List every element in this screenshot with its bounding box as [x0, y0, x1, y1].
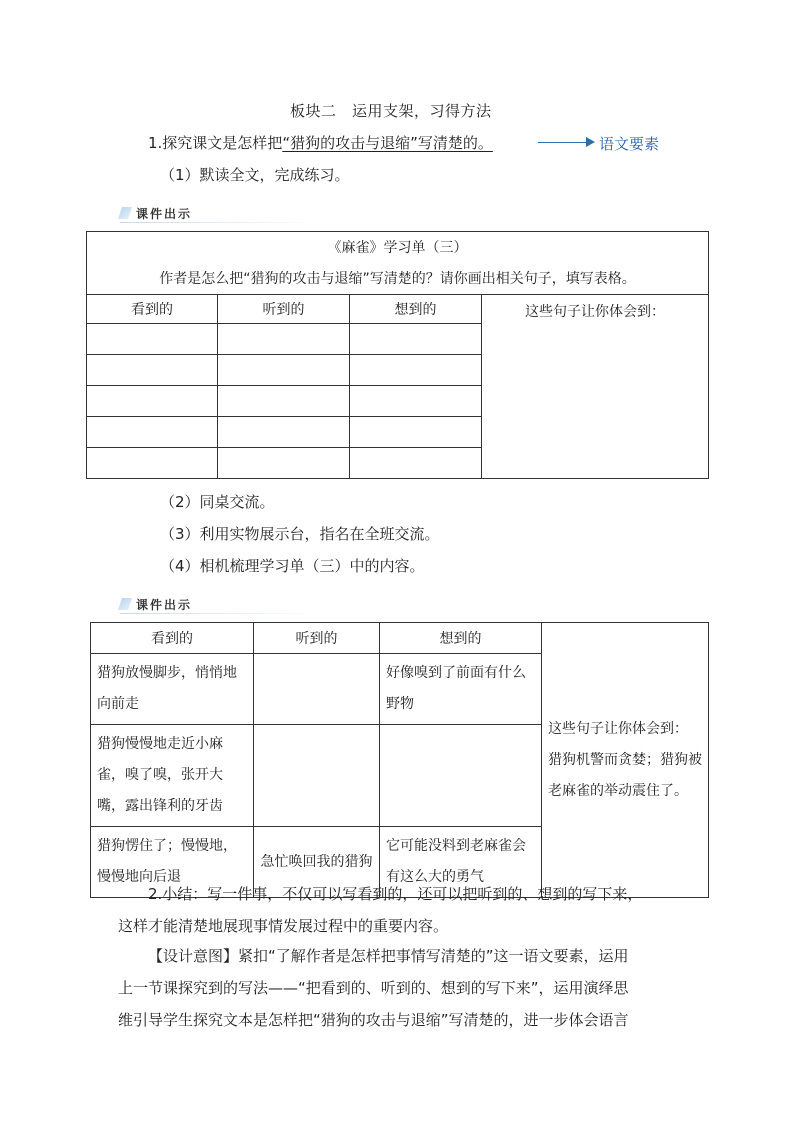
arrow-right-icon: [586, 137, 595, 147]
blank-cell[interactable]: [87, 448, 218, 479]
step-1: （1）默读全文，完成练习。: [160, 166, 350, 184]
arrow-line: [538, 142, 588, 143]
blank-cell[interactable]: [350, 417, 482, 448]
blank-cell[interactable]: [350, 448, 482, 479]
header-seen: 看到的: [91, 623, 254, 654]
heard-cell: 急忙唤回我的猎狗: [254, 827, 380, 898]
step-4: （4）相机梳理学习单（三）中的内容。: [160, 557, 425, 575]
header-thought: 想到的: [350, 295, 482, 324]
blank-cell[interactable]: [350, 355, 482, 386]
summary-line-2: 这样才能清楚地展现事情发展过程中的重要内容。: [118, 917, 449, 935]
step-2: （2）同桌交流。: [160, 493, 275, 511]
thought-cell: [380, 725, 542, 827]
design-line-1: 【设计意图】紧扣“了解作者是怎样把事情写清楚的”这一语文要素，运用: [148, 947, 629, 965]
worksheet-table: [86, 231, 709, 479]
courseware-flag-icon: [120, 205, 132, 221]
worksheet-title: 《麻雀》学习单（三）: [87, 232, 709, 263]
question-1-underlined: “猎狗的攻击与退缩”写清楚的。: [282, 134, 493, 152]
header-seen: 看到的: [87, 295, 218, 324]
seen-cell: 猎狗愣住了；慢慢地，慢慢地向后退: [91, 827, 254, 898]
header-heard: 听到的: [218, 295, 350, 324]
courseware-flag-icon: [120, 596, 132, 612]
heard-cell: [254, 725, 380, 827]
courseware-label-1: [120, 203, 192, 223]
header-feeling: 这些句子让你体会到：: [482, 295, 709, 479]
feeling-title: 这些句子让你体会到：: [548, 720, 688, 737]
blank-cell[interactable]: [87, 324, 218, 355]
seen-cell: 猎狗放慢脚步，悄悄地向前走: [91, 654, 254, 725]
feeling-cell: [542, 623, 709, 898]
blank-cell[interactable]: [218, 355, 350, 386]
step-3: （3）利用实物展示台，指名在全班交流。: [160, 525, 440, 543]
worksheet-instruction: 作者是怎么把“猎狗的攻击与退缩”写清楚的？请你画出相关句子，填写表格。: [87, 262, 709, 295]
header-heard: 听到的: [254, 623, 380, 654]
courseware-text: 课件出示: [136, 206, 193, 221]
header-thought: 想到的: [380, 623, 542, 654]
blank-cell[interactable]: [218, 417, 350, 448]
courseware-underline: [120, 222, 320, 223]
courseware-label-2: [120, 594, 192, 614]
heard-cell: [254, 654, 380, 725]
question-1-prefix: 1.探究课文是怎样把: [148, 134, 283, 152]
summary-line-1: 2.小结：写一件事，不仅可以写看到的，还可以把听到的、想到的写下来，: [148, 885, 643, 903]
blank-cell[interactable]: [350, 386, 482, 417]
design-line-2: 上一节课探究到的写法——“把看到的、听到的、想到的写下来”，运用演绎思: [118, 979, 629, 997]
blank-cell[interactable]: [218, 324, 350, 355]
blank-cell[interactable]: [87, 417, 218, 448]
question-1: [148, 133, 493, 153]
section-title: 板块二 运用支架，习得方法: [290, 102, 492, 120]
courseware-text: 课件出示: [136, 597, 193, 612]
blank-cell[interactable]: [218, 448, 350, 479]
thought-cell: 好像嗅到了前面有什么野物: [380, 654, 542, 725]
blank-cell[interactable]: [218, 386, 350, 417]
courseware-underline: [120, 613, 320, 614]
blank-cell[interactable]: [87, 355, 218, 386]
element-tag: 语文要素: [599, 135, 660, 153]
answer-table: [90, 622, 709, 898]
feeling-body: 猎狗机警而贪婪；猎狗被老麻雀的举动震住了。: [548, 751, 702, 799]
blank-cell[interactable]: [87, 386, 218, 417]
blank-cell[interactable]: [350, 324, 482, 355]
thought-cell: 它可能没料到老麻雀会有这么大的勇气: [380, 827, 542, 898]
design-line-3: 维引导学生探究文本是怎样把“猎狗的攻击与退缩”写清楚的，进一步体会语言: [118, 1011, 629, 1029]
seen-cell: 猎狗慢慢地走近小麻雀，嗅了嗅，张开大嘴，露出锋利的牙齿: [91, 725, 254, 827]
